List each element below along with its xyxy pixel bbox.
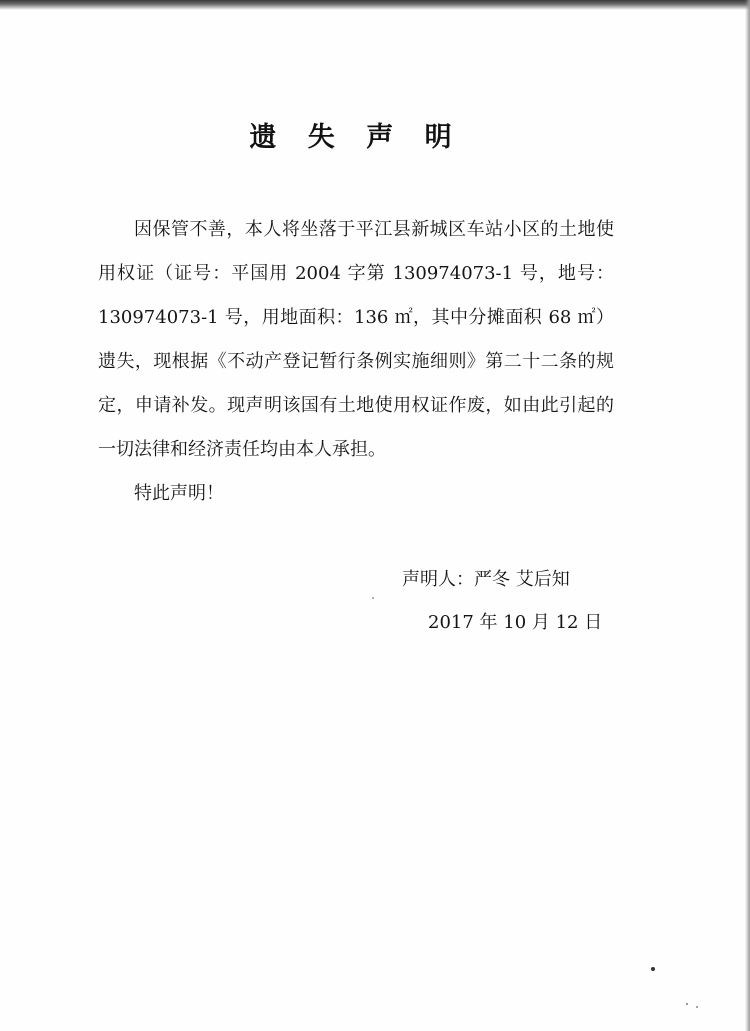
scan-edge-top bbox=[0, 0, 750, 10]
document-title: 遗 失 声 明 bbox=[249, 122, 463, 153]
scan-speck bbox=[686, 1003, 688, 1005]
declaration-body: 因保管不善，本人将坐落于平江县新城区车站小区的土地使用权证（证号：平国用 2004 字第 130974073-1 号，地号：130974073-1 号，用地面积：136 ㎡，其中分摊面积 68 ㎡）遗失，现根据《不动产登记暂行条例实施细则》第二十二条的规定，申请补发。现声明该国有土地使用权证作废，如由此引起的一切法律和经济责任均由本人承担。 bbox=[98, 219, 614, 460]
scan-speck bbox=[696, 1006, 698, 1008]
scan-speck bbox=[651, 967, 655, 971]
declaration-date: 2017 年 10 月 12 日 bbox=[428, 612, 603, 633]
closing-statement: 特此声明！ bbox=[134, 483, 224, 504]
scan-edge-right bbox=[745, 0, 750, 1031]
declarant-label: 声明人： bbox=[402, 569, 474, 590]
scan-speck bbox=[372, 597, 374, 599]
declarant-names: 严冬 艾后知 bbox=[474, 569, 570, 590]
declarant-line bbox=[402, 562, 570, 598]
